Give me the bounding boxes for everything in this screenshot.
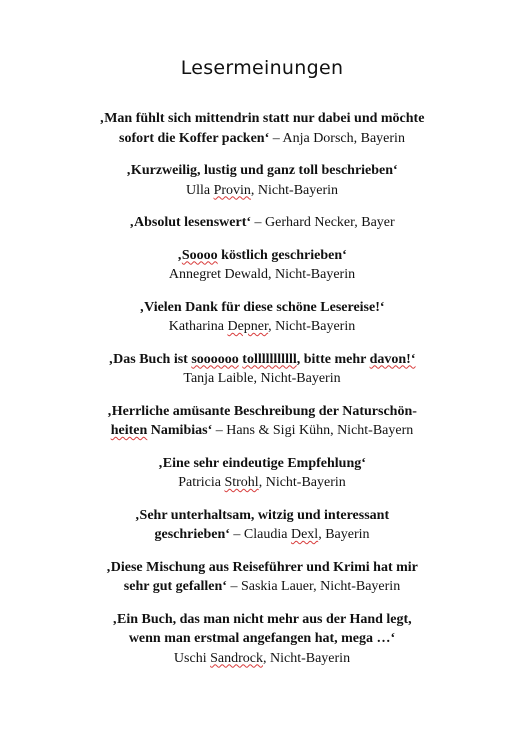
review-author (169, 319, 355, 334)
review-item (40, 402, 484, 441)
review-quote (108, 352, 415, 367)
author-text: , Bayerin (318, 527, 370, 542)
spellcheck-word: heiten (110, 423, 148, 438)
review-author: Annegret Dewald, Nicht-Bayerin (168, 267, 356, 282)
spellcheck-word: Provin (213, 182, 251, 198)
review-author (186, 183, 338, 198)
author-text: , Nicht-Bayerin (258, 475, 346, 490)
author-text: Claudia (243, 527, 291, 542)
spellcheck-word: soooooo (191, 351, 239, 367)
review-author: Gerhard Necker, Bayer (265, 215, 395, 230)
review-item (40, 454, 484, 493)
review-author: Saskia Lauer, Nicht-Bayerin (240, 579, 401, 594)
review-quote: wenn man erstmal angefangen hat, mega …‘ (128, 631, 396, 646)
review-quote: ‚Sehr unterhaltsam, witzig und interessant (134, 507, 390, 523)
reviews-list (40, 109, 484, 681)
review-item (40, 506, 484, 545)
quote-text: ‚Das Buch ist (108, 351, 192, 367)
spellcheck-word: Dexl (290, 527, 319, 542)
review-author: Anja Dorsch, Bayerin (282, 130, 405, 146)
review-quote: ‚Kurzweilig, lustig und ganz toll beschrieben‘ (126, 163, 398, 178)
author-text: , Nicht-Bayerin (250, 182, 339, 198)
review-quote (177, 248, 347, 263)
review-quote (111, 423, 213, 438)
review-author: Tanja Laible, Nicht-Bayerin (183, 371, 341, 386)
review-item (40, 558, 484, 597)
review-item (40, 350, 484, 389)
review-author (244, 527, 370, 542)
review-quote: geschrieben‘ (154, 527, 230, 542)
author-text: Patricia (178, 475, 225, 490)
review-author: Hans & Sigi Kühn, Nicht-Bayern (226, 423, 414, 438)
spellcheck-word: Strohl (224, 475, 259, 490)
review-author (178, 475, 346, 490)
page-title: Lesermeinungen (180, 57, 344, 79)
review-item (40, 109, 484, 148)
review-quote: ‚Diese Mischung aus Reiseführer und Krimi hat mir (106, 559, 418, 575)
review-separator: – (212, 423, 227, 438)
review-item (40, 610, 484, 669)
author-text: Ulla (185, 182, 214, 198)
review-quote: ‚Herrliche amüsante Beschreibung der Naturschön- (107, 403, 417, 419)
review-separator: – (269, 130, 283, 146)
review-item (40, 246, 484, 285)
author-text: Katharina (168, 319, 228, 334)
author-text: , Nicht-Bayerin (268, 319, 356, 334)
review-quote: sofort die Koffer packen‘ (119, 130, 270, 146)
spellcheck-word: davon!‘ (369, 351, 416, 367)
author-text: , Nicht-Bayerin (262, 650, 351, 666)
author-text: Uschi (173, 650, 211, 666)
quote-text: ‚ (177, 247, 182, 263)
review-item (40, 161, 484, 200)
review-quote: ‚Vielen Dank für diese schöne Lesereise!‘ (139, 299, 385, 315)
review-separator: – (226, 579, 241, 594)
spellcheck-word: tolllllllllll (242, 351, 297, 367)
spellcheck-word: Soooo (181, 247, 218, 263)
review-quote: ‚Eine sehr eindeutige Empfehlung‘ (158, 455, 366, 471)
spellcheck-word: Depner (227, 319, 269, 334)
review-quote: ‚Absolut lesenswert‘ (129, 215, 252, 230)
review-quote: ‚Man fühlt sich mittendrin statt nur dabei und möchte (99, 111, 425, 126)
quote-text: Namibias‘ (147, 423, 213, 438)
review-author (174, 651, 350, 666)
quote-text: , bitte mehr (296, 351, 370, 367)
quote-text: köstlich geschrieben‘ (217, 247, 347, 263)
review-quote: sehr gut gefallen‘ (123, 579, 227, 594)
review-separator: – (251, 215, 266, 230)
review-quote: ‚Ein Buch, das man nicht mehr aus der Hand legt, (112, 611, 412, 627)
review-item (40, 213, 484, 233)
review-item (40, 298, 484, 337)
review-separator: – (229, 527, 244, 542)
spellcheck-word: Sandrock (210, 650, 263, 666)
